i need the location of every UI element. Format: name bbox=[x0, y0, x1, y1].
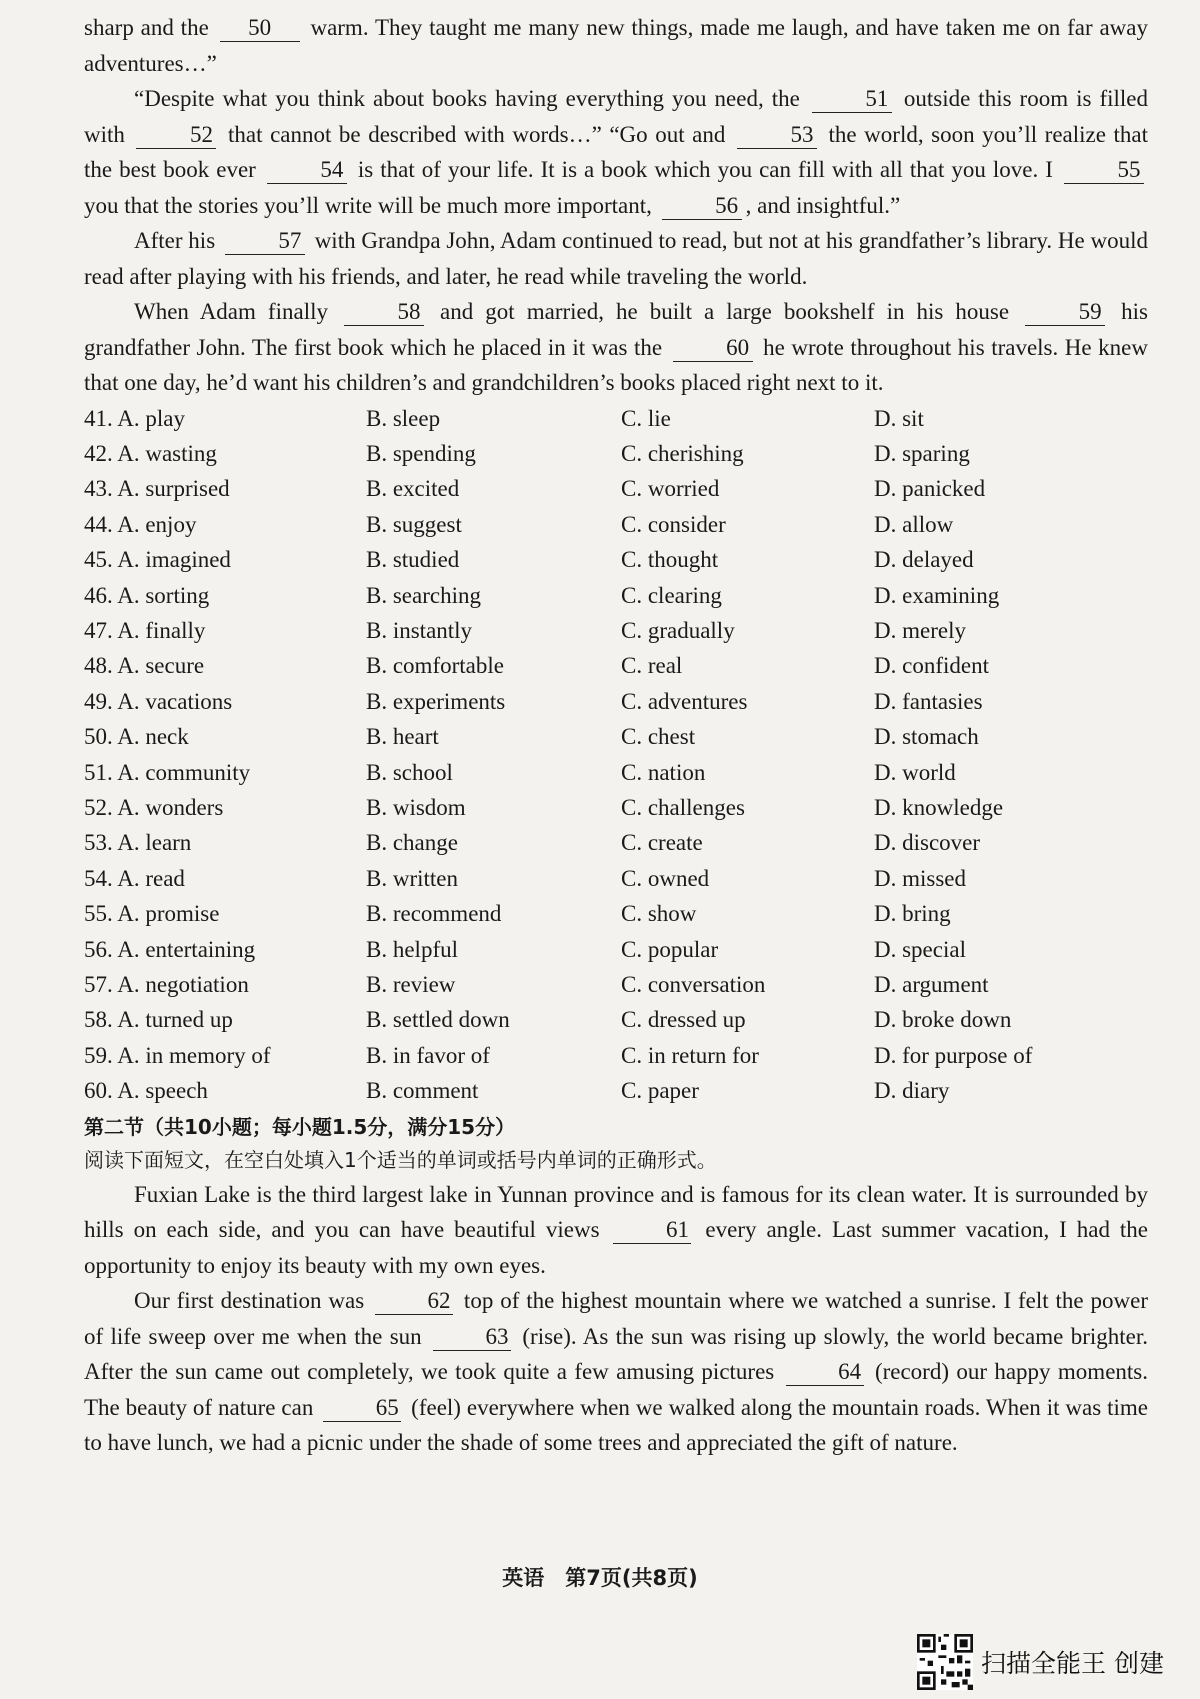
option-59-C: C. in return for bbox=[621, 1042, 759, 1068]
option-55-A: 55. A. promise bbox=[84, 901, 220, 927]
option-58-C: C. dressed up bbox=[621, 1007, 746, 1033]
text: you that the stories you’ll write will be much more important, bbox=[84, 192, 658, 218]
blank-64: 64 bbox=[786, 1359, 864, 1386]
text: (feel) everywhere when we walked along the mountain roads. When it was time to have lunch, we had a picnic under the shade of some trees and appreciated the gift of nature. bbox=[84, 1394, 1148, 1456]
option-59-B: B. in favor of bbox=[366, 1042, 490, 1068]
option-59-A: 59. A. in memory of bbox=[84, 1042, 271, 1068]
option-47-C: C. gradually bbox=[621, 617, 735, 643]
option-48-B: B. comfortable bbox=[366, 653, 504, 679]
passage2-paragraph-2 bbox=[84, 1283, 1148, 1461]
option-57-A: 57. A. negotiation bbox=[84, 972, 249, 997]
text: every angle. Last summer vacation, I had the opportunity to enjoy its beauty with my own eyes. bbox=[84, 1217, 1148, 1278]
option-41-B: B. sleep bbox=[366, 405, 441, 431]
option-43-C: C. worried bbox=[621, 476, 720, 502]
text: the world, soon you’ll realize that the best book ever bbox=[84, 121, 1148, 182]
option-51-A: 51. A. community bbox=[84, 759, 251, 785]
text: that cannot be described with words…” “Go out and bbox=[220, 121, 733, 147]
text: is that of your life. It is a book which you can fill with all that you love. I bbox=[350, 157, 1060, 182]
option-57-D: D. argument bbox=[874, 972, 989, 997]
text: sharp and the bbox=[84, 15, 216, 40]
blank-61: 61 bbox=[613, 1217, 691, 1244]
option-56-A: 56. A. entertaining bbox=[84, 936, 256, 962]
answer-options-grid bbox=[84, 401, 1148, 1109]
option-46-A: 46. A. sorting bbox=[84, 582, 210, 608]
option-51-D: D. world bbox=[874, 759, 956, 785]
text: “Despite what you think about books having everything you need, the bbox=[134, 86, 808, 111]
option-48-D: D. confident bbox=[874, 653, 989, 679]
blank-54: 54 bbox=[267, 157, 347, 184]
option-46-D: D. examining bbox=[874, 582, 1000, 608]
option-42-B: B. spending bbox=[366, 440, 476, 466]
qr-code-icon bbox=[917, 1634, 973, 1690]
text: warm. They taught me many new things, made me laugh, and have taken me on far away adventures…” bbox=[84, 15, 1148, 76]
text: , and insightful.” bbox=[745, 192, 901, 218]
option-59-D: D. for purpose of bbox=[874, 1042, 1033, 1068]
option-43-A: 43. A. surprised bbox=[84, 476, 230, 502]
blank-50: 50 bbox=[220, 15, 300, 42]
option-49-D: D. fantasies bbox=[874, 688, 983, 714]
text: (record) our happy moments. The beauty of nature can bbox=[84, 1359, 1148, 1420]
option-60-A: 60. A. speech bbox=[84, 1078, 208, 1104]
option-57-B: B. review bbox=[366, 972, 456, 997]
option-55-B: B. recommend bbox=[366, 901, 502, 927]
page-footer: 英语 第7页(共8页) bbox=[502, 1566, 698, 1590]
option-50-B: B. heart bbox=[366, 724, 439, 750]
watermark-text: 扫描全能王 创建 bbox=[981, 1649, 1164, 1678]
option-42-C: C. cherishing bbox=[621, 440, 744, 466]
option-53-C: C. create bbox=[621, 830, 703, 856]
text: Fuxian Lake is the third largest lake in Yunnan province and is famous for its clean water. It is surrounded by hills on each side, and you can have beautiful views bbox=[84, 1181, 1148, 1243]
text: he wrote throughout his travels. He knew that one day, he’d want his children’s and grandchildren’s books placed right next to it. bbox=[84, 334, 1148, 395]
option-55-D: D. bring bbox=[874, 901, 951, 927]
option-56-D: D. special bbox=[874, 936, 966, 962]
option-54-C: C. owned bbox=[621, 865, 710, 891]
blank-62: 62 bbox=[375, 1288, 453, 1315]
option-53-B: B. change bbox=[366, 830, 458, 856]
passage1-paragraph-2 bbox=[84, 223, 1148, 294]
option-47-B: B. instantly bbox=[366, 617, 473, 643]
blank-65: 65 bbox=[323, 1395, 401, 1422]
option-54-B: B. written bbox=[366, 865, 458, 891]
option-58-B: B. settled down bbox=[366, 1007, 510, 1033]
option-48-C: C. real bbox=[621, 653, 683, 679]
blank-55: 55 bbox=[1064, 157, 1144, 184]
option-44-A: 44. A. enjoy bbox=[84, 511, 197, 537]
option-47-D: D. merely bbox=[874, 617, 966, 643]
option-54-D: D. missed bbox=[874, 865, 966, 891]
option-56-C: C. popular bbox=[621, 936, 719, 962]
option-45-B: B. studied bbox=[366, 547, 460, 573]
option-52-B: B. wisdom bbox=[366, 794, 466, 820]
option-45-D: D. delayed bbox=[874, 547, 974, 573]
option-43-D: D. panicked bbox=[874, 476, 986, 502]
option-50-A: 50. A. neck bbox=[84, 724, 189, 750]
option-42-D: D. sparing bbox=[874, 440, 970, 466]
option-58-D: D. broke down bbox=[874, 1007, 1012, 1033]
option-49-C: C. adventures bbox=[621, 688, 748, 714]
passage1-paragraph-3 bbox=[84, 294, 1148, 401]
option-45-C: C. thought bbox=[621, 547, 719, 573]
option-55-C: C. show bbox=[621, 901, 697, 927]
option-46-C: C. clearing bbox=[621, 582, 722, 608]
option-53-A: 53. A. learn bbox=[84, 830, 192, 856]
option-56-B: B. helpful bbox=[366, 936, 458, 962]
blank-52: 52 bbox=[136, 122, 216, 149]
option-41-A: 41. A. play bbox=[84, 405, 185, 431]
text: top of the highest mountain where we watched a sunrise. I felt the power of life sweep over me when the sun bbox=[84, 1288, 1148, 1349]
option-44-D: D. allow bbox=[874, 511, 954, 537]
option-57-C: C. conversation bbox=[621, 972, 766, 997]
option-49-A: 49. A. vacations bbox=[84, 688, 233, 714]
option-60-B: B. comment bbox=[366, 1078, 479, 1104]
blank-58: 58 bbox=[344, 299, 424, 326]
blank-51: 51 bbox=[812, 86, 892, 113]
option-44-B: B. suggest bbox=[366, 511, 462, 537]
text: Our first destination was bbox=[134, 1288, 372, 1314]
exam-page bbox=[84, 10, 1148, 1461]
passage1-paragraph-0 bbox=[84, 10, 1148, 81]
text: and got married, he built a large bookshelf in his house bbox=[428, 299, 1022, 324]
option-46-B: B. searching bbox=[366, 582, 481, 608]
option-41-D: D. sit bbox=[874, 405, 924, 431]
text: outside this room is filled with bbox=[84, 86, 1148, 147]
option-52-A: 52. A. wonders bbox=[84, 794, 224, 820]
option-48-A: 48. A. secure bbox=[84, 653, 205, 679]
text: with Grandpa John, Adam continued to read, but not at his grandfather’s library. He would read after playing with his friends, and later, he read while traveling the world. bbox=[84, 228, 1148, 289]
scanner-watermark bbox=[917, 1634, 1164, 1690]
option-60-C: C. paper bbox=[621, 1078, 699, 1104]
text: (rise). As the sun was rising up slowly, the world became brighter. After the sun came out completely, we took quite a few amusing pictures bbox=[84, 1323, 1148, 1385]
option-60-D: D. diary bbox=[874, 1078, 950, 1104]
option-45-A: 45. A. imagined bbox=[84, 547, 231, 573]
blank-56: 56 bbox=[662, 193, 742, 220]
blank-63: 63 bbox=[433, 1324, 511, 1351]
option-52-D: D. knowledge bbox=[874, 794, 1004, 820]
option-50-D: D. stomach bbox=[874, 724, 979, 750]
blank-59: 59 bbox=[1025, 299, 1105, 326]
option-50-C: C. chest bbox=[621, 724, 696, 750]
option-42-A: 42. A. wasting bbox=[84, 440, 217, 466]
option-53-D: D. discover bbox=[874, 830, 981, 856]
option-43-B: B. excited bbox=[366, 476, 460, 502]
option-41-C: C. lie bbox=[621, 405, 671, 431]
section-heading: 第二节（共10小题；每小题1.5分，满分15分） bbox=[84, 1114, 516, 1139]
blank-57: 57 bbox=[225, 228, 305, 255]
option-58-A: 58. A. turned up bbox=[84, 1007, 233, 1033]
text: When Adam finally bbox=[134, 299, 341, 324]
option-51-C: C. nation bbox=[621, 759, 706, 785]
passage2-paragraph-1 bbox=[84, 1177, 1148, 1284]
text: his grandfather John. The first book which he placed in it was the bbox=[84, 299, 1148, 360]
blank-53: 53 bbox=[737, 122, 817, 149]
option-44-C: C. consider bbox=[621, 511, 726, 537]
passage1-paragraph-1 bbox=[84, 81, 1148, 223]
section-instruction: 阅读下面短文，在空白处填入1个适当的单词或括号内单词的正确形式。 bbox=[84, 1147, 717, 1172]
option-47-A: 47. A. finally bbox=[84, 617, 206, 643]
option-51-B: B. school bbox=[366, 759, 453, 785]
option-49-B: B. experiments bbox=[366, 688, 506, 714]
text: After his bbox=[134, 228, 221, 253]
option-54-A: 54. A. read bbox=[84, 865, 185, 891]
blank-60: 60 bbox=[673, 335, 753, 362]
option-52-C: C. challenges bbox=[621, 794, 745, 820]
